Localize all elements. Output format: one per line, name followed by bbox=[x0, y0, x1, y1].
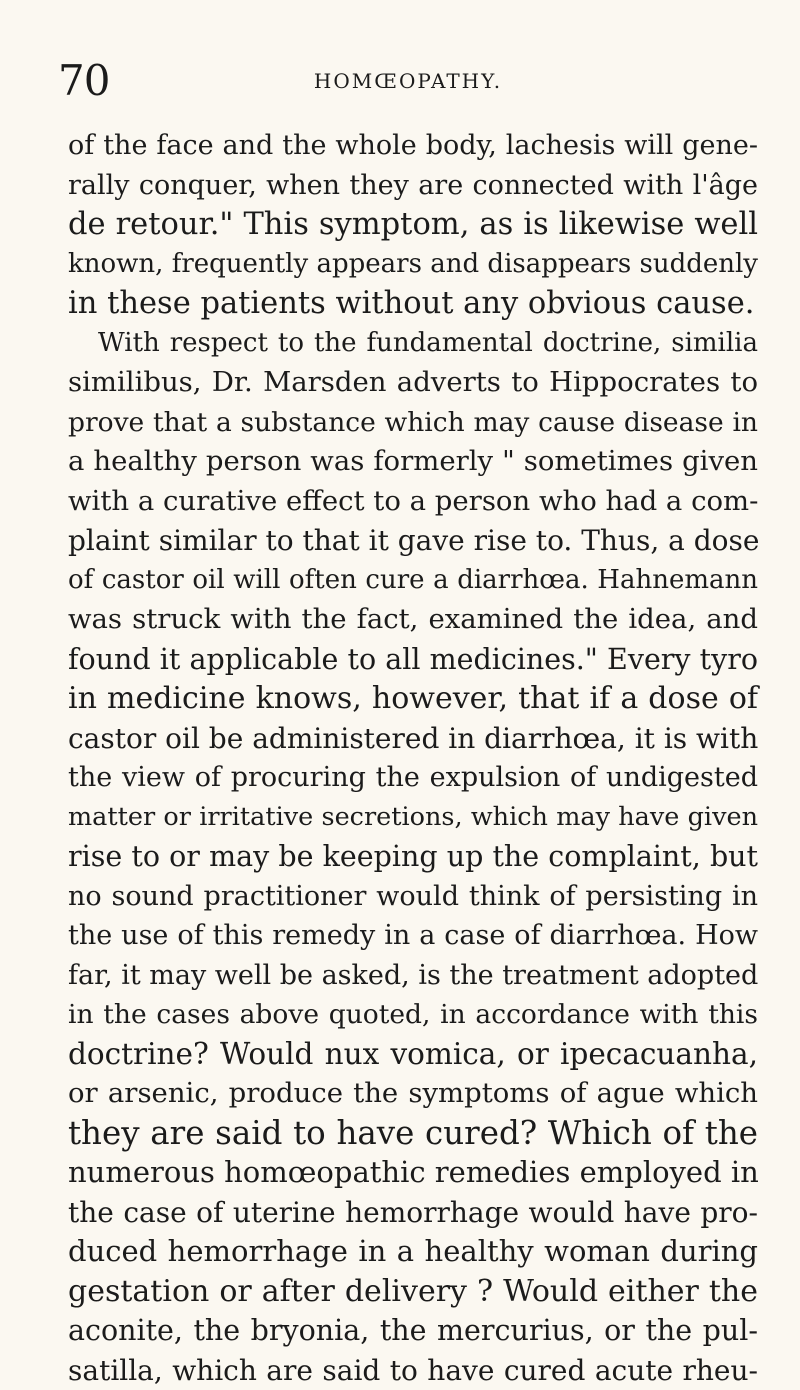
text-line: far, it may well be asked, is the treatment adopted bbox=[68, 956, 758, 996]
text-line: rally conquer, when they are connected with l'âge bbox=[68, 166, 758, 206]
body-text bbox=[68, 126, 758, 1390]
text-line: or arsenic, produce the symptoms of ague which bbox=[68, 1074, 758, 1114]
text-line: no sound practitioner would think of persisting in bbox=[68, 877, 758, 917]
text-line: known, frequently appears and disappears suddenly bbox=[68, 245, 758, 285]
running-head: HOMŒOPATHY. bbox=[58, 68, 758, 94]
text-line: in these patients without any obvious cause. bbox=[68, 284, 758, 324]
text-line: they are said to have cured? Which of the bbox=[68, 1114, 758, 1154]
text-line: rise to or may be keeping up the complaint, but bbox=[68, 837, 758, 877]
text-line: matter or irritative secretions, which may have given bbox=[68, 798, 758, 838]
text-line: the view of procuring the expulsion of undigested bbox=[68, 758, 758, 798]
text-line: castor oil be administered in diarrhœa, it is with bbox=[68, 719, 758, 759]
text-line: With respect to the fundamental doctrine, similia bbox=[68, 324, 758, 364]
text-line: with a curative effect to a person who had a com- bbox=[68, 482, 758, 522]
text-line: a healthy person was formerly " sometimes given bbox=[68, 442, 758, 482]
text-line: duced hemorrhage in a healthy woman during bbox=[68, 1232, 758, 1272]
text-line: gestation or after delivery ? Would either the bbox=[68, 1272, 758, 1312]
text-line: de retour." This symptom, as is likewise well bbox=[68, 205, 758, 245]
text-line: plaint similar to that it gave rise to. Thus, a dose bbox=[68, 521, 758, 561]
text-line: found it applicable to all medicines." Every tyro bbox=[68, 640, 758, 680]
text-line: numerous homœopathic remedies employed in bbox=[68, 1153, 758, 1193]
text-line: of castor oil will often cure a diarrhœa. Hahnemann bbox=[68, 561, 758, 601]
text-line: aconite, the bryonia, the mercurius, or the pul- bbox=[68, 1311, 758, 1351]
text-line: the case of uterine hemorrhage would have pro- bbox=[68, 1193, 758, 1233]
text-line: was struck with the fact, examined the idea, and bbox=[68, 600, 758, 640]
page-header bbox=[58, 56, 758, 106]
text-line: of the face and the whole body, lachesis will gene- bbox=[68, 126, 758, 166]
page-number: 70 bbox=[58, 56, 109, 106]
text-line: doctrine? Would nux vomica, or ipecacuanha, bbox=[68, 1035, 758, 1075]
text-line: satilla, which are said to have cured acute rheu- bbox=[68, 1351, 758, 1390]
text-line: in the cases above quoted, in accordance with this bbox=[68, 995, 758, 1035]
text-line: prove that a substance which may cause disease in bbox=[68, 403, 758, 443]
text-line: the use of this remedy in a case of diarrhœa. How bbox=[68, 916, 758, 956]
text-line: similibus, Dr. Marsden adverts to Hippocrates to bbox=[68, 363, 758, 403]
text-line: in medicine knows, however, that if a dose of bbox=[68, 679, 758, 719]
